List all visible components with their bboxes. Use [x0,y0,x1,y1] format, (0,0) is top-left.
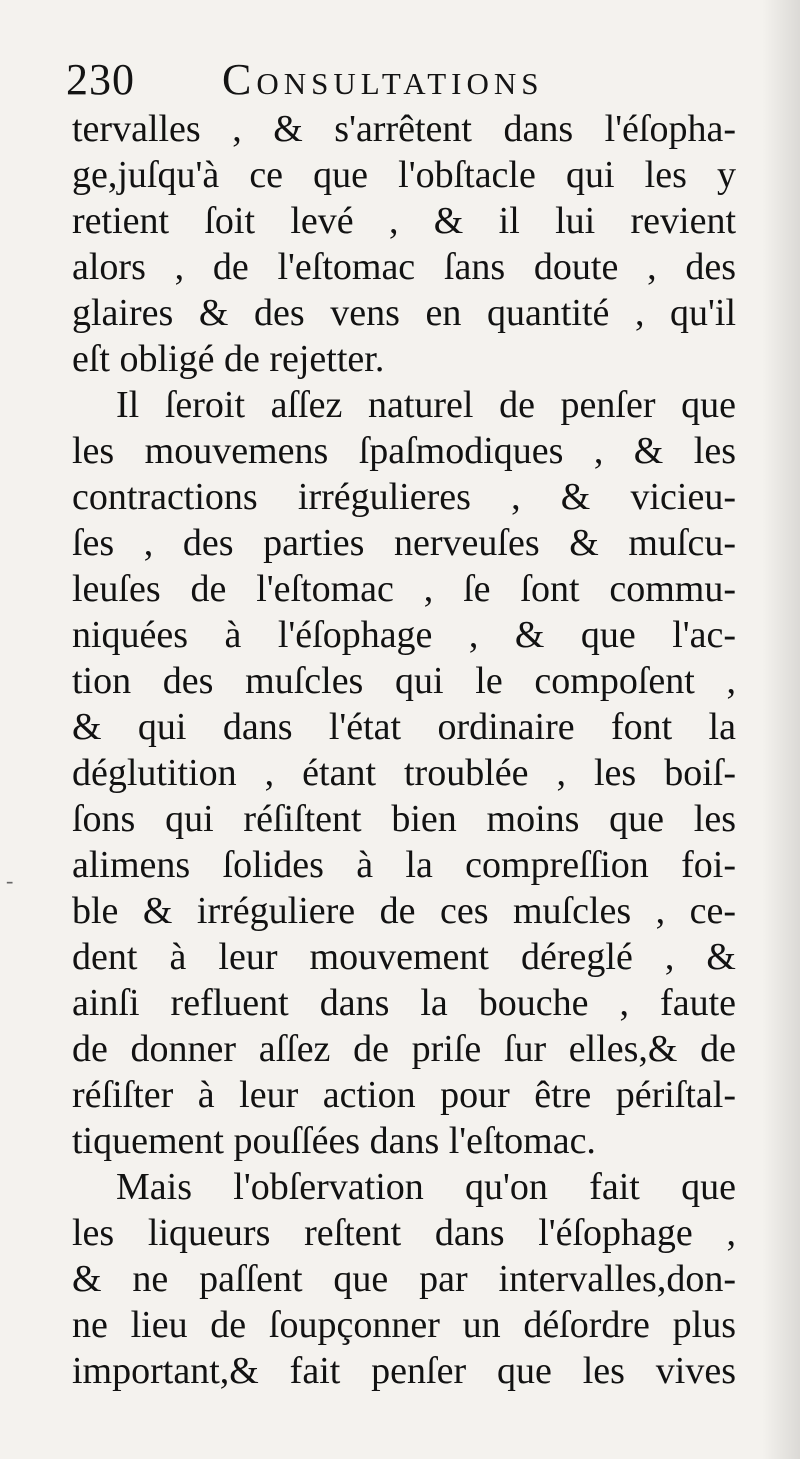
text-line: contractions irrégulieres , & vicieu- [72,476,736,518]
text-line: important,& fait penſer que les vives [72,1350,736,1392]
page-header [66,50,746,110]
text-line: les liqueurs reſtent dans l'éſophage , [72,1212,736,1254]
text-line: & qui dans l'état ordinaire font la [72,706,736,748]
text-line: ble & irréguliere de ces muſcles , ce- [72,890,736,932]
text-line: niquées à l'éſophage , & que l'ac- [72,614,736,656]
page-number: 230 [66,55,135,104]
text-line: les mouvemens ſpaſmodiques , & les [72,430,736,472]
text-line: de donner aſſez de priſe ſur elles,& de [72,1028,736,1070]
text-line: ne lieu de ſoupçonner un déſordre plus [72,1304,736,1346]
text-line: ge,juſqu'à ce que l'obſtacle qui les y [72,154,736,196]
paragraph-start-line: Il ſeroit aſſez naturel de penſer que [116,384,736,426]
text-line: ſons qui réſiſtent bien moins que les [72,798,736,840]
running-head: Consultations [222,55,544,104]
text-line: leuſes de l'eſtomac , ſe ſont commu- [72,568,736,610]
margin-mark: - [6,868,14,893]
text-line: ſes , des parties nerveuſes & muſcu- [72,522,736,564]
text-line: tion des muſcles qui le compoſent , [72,660,736,702]
text-line: glaires & des vens en quantité , qu'il [72,292,736,334]
text-line: retient ſoit levé , & il lui revient [72,200,736,242]
text-line: dent à leur mouvement déreglé , & [72,936,736,978]
text-line: & ne paſſent que par intervalles,don- [72,1258,736,1300]
text-line: alors , de l'eſtomac ſans doute , des [72,246,736,288]
text-line: eſt obligé de rejetter. [72,338,385,380]
text-line: alimens ſolides à la compreſſion foi- [72,844,736,886]
text-line: ainſi refluent dans la bouche , faute [72,982,736,1024]
text-line: tervalles , & s'arrêtent dans l'éſopha- [72,108,736,150]
text-line: tiquement pouſſées dans l'eſtomac. [72,1120,596,1162]
paragraph-start-line: Mais l'obſervation qu'on fait que [116,1166,736,1208]
text-line: réſiſter à leur action pour être périſtal- [72,1074,736,1116]
body-text [72,106,736,1394]
text-line: déglutition , étant troublée , les boiſ- [72,752,736,794]
